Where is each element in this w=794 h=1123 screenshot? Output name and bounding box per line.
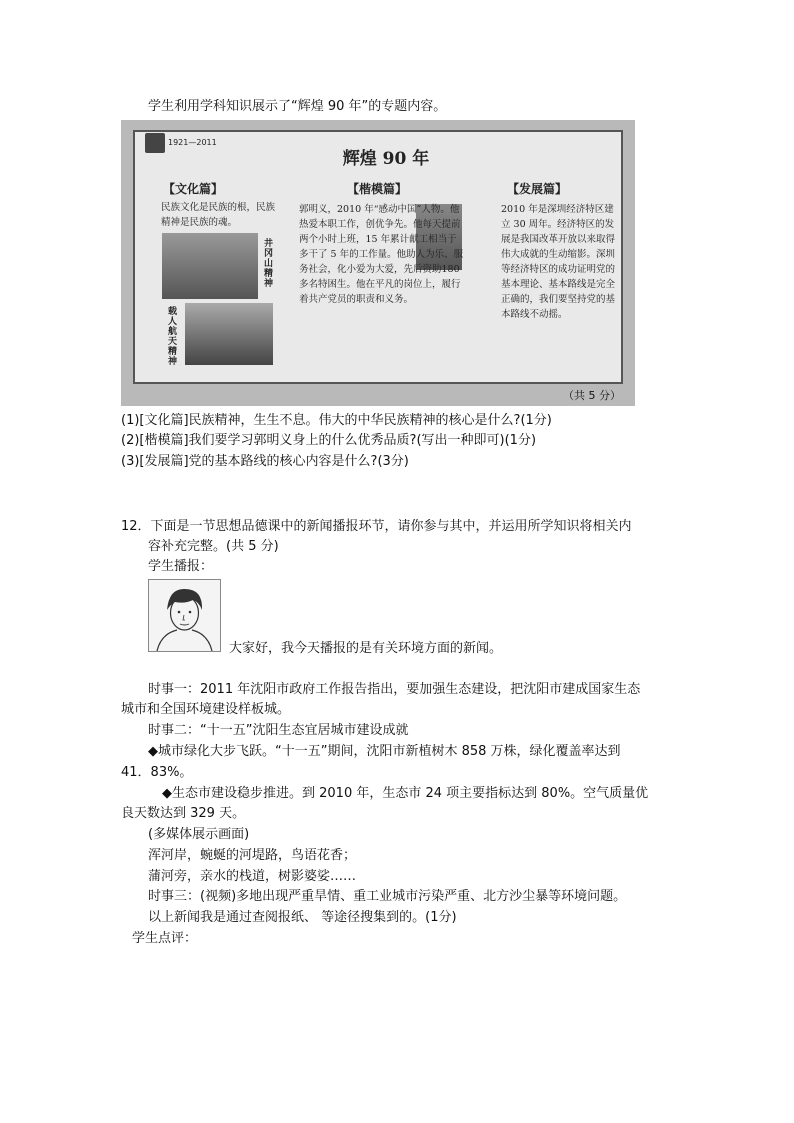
greeting-text: 大家好，我今天播报的是有关环境方面的新闻。 (229, 641, 503, 656)
report-label: 学生播报： (148, 559, 214, 574)
student-avatar (148, 579, 221, 652)
intro-text: 学生利用学科知识展示了“辉煌 90 年”的专题内容。 (148, 99, 447, 114)
student-face-icon (149, 580, 220, 651)
sources-text: 以上新闻我是通过查阅报纸、 等途径搜集到的。(1分) (148, 910, 457, 925)
news-1-line-1: 时事一：2011 年沈阳市政府工作报告指出，要加强生态建设，把沈阳市建成国家生态 (148, 682, 641, 697)
section-culture-text: 民族文化是民族的根，民族精神是民族的魂。 (161, 202, 276, 228)
comment-label: 学生点评： (132, 931, 198, 946)
q12-line-1: 12．下面是一节思想品德课中的新闻播报环节，请你参与其中，并运用所学知识将相关内 (121, 519, 632, 534)
poem-line-1: 浑河岸，蜿蜒的河堤路，鸟语花香； (148, 848, 357, 863)
section-culture-heading: 【文化篇】 (163, 182, 224, 196)
news-2: 时事二：“十一五”沈阳生态宜居城市建设成就 (148, 723, 409, 738)
multimedia-note: (多媒体展示画面) (148, 827, 250, 842)
party-emblem-icon (145, 133, 165, 153)
bullet-1-line-1: ◆城市绿化大步飞跃。“十一五”期间，沈阳市新植树木 858 万株，绿化覆盖率达到 (148, 744, 621, 759)
poster-score: （共 5 分） (563, 389, 621, 402)
poster-title: 辉煌 90 年 (342, 149, 430, 169)
section-model-text: 郭明义，2010 年“感动中国”人物。他热爱本职工作，创优争先。他每天提前两个小时上班，15 年累计献工相当于多干了 5 年的工作量。他助人为乐、服务社会，化小爱为大爱，先后资助180 多名特困生。他在平凡的岗位上，履行着共产党员的职责和义务。 (299, 204, 464, 305)
question-3: (3)[发展篇]党的基本路线的核心内容是什么?(3分) (121, 454, 409, 469)
section-development-heading: 【发展篇】 (507, 182, 568, 196)
poster-image (121, 120, 635, 406)
poem-line-2: 蒲河旁，亲水的栈道，树影婆娑…… (148, 869, 357, 884)
q12-line-2: 容补充完整。(共 5 分) (148, 539, 279, 554)
question-2: (2)[楷模篇]我们要学习郭明义身上的什么优秀品质?(写出一种即可)(1分) (121, 433, 537, 448)
jinggangshan-label: 井冈山精神 (262, 238, 272, 288)
news-1-line-2: 城市和全国环境建设样板城。 (121, 702, 291, 717)
question-1: (1)[文化篇]民族精神，生生不息。伟大的中华民族精神的核心是什么?(1分) (121, 413, 552, 428)
section-model-heading: 【楷模篇】 (347, 182, 408, 196)
astronaut-label: 载人航天精神 (166, 306, 176, 366)
news-3: 时事三：(视频)多地出现严重旱情、重工业城市污染严重、北方沙尘暴等环境问题。 (148, 889, 627, 904)
bullet-2-line-1: ◆生态市建设稳步推进。到 2010 年，生态市 24 项主要指标达到 80%。空气质量优 (162, 786, 649, 801)
jinggangshan-photo (162, 233, 258, 299)
poster-badge: 1921—2011 (168, 138, 217, 147)
bullet-2-line-2: 良天数达到 329 天。 (121, 806, 246, 821)
bullet-1-line-2: 41．83%。 (121, 765, 193, 780)
section-development-text: 2010 年是深圳经济特区建立 30 周年。经济特区的发展是我国改革开放以来取得伟大成就的生动缩影。深圳等经济特区的成功证明党的基本理论、基本路线是完全正确的，我们要坚持党的基本路线不动摇。 (501, 204, 616, 320)
astronaut-photo (185, 303, 273, 365)
